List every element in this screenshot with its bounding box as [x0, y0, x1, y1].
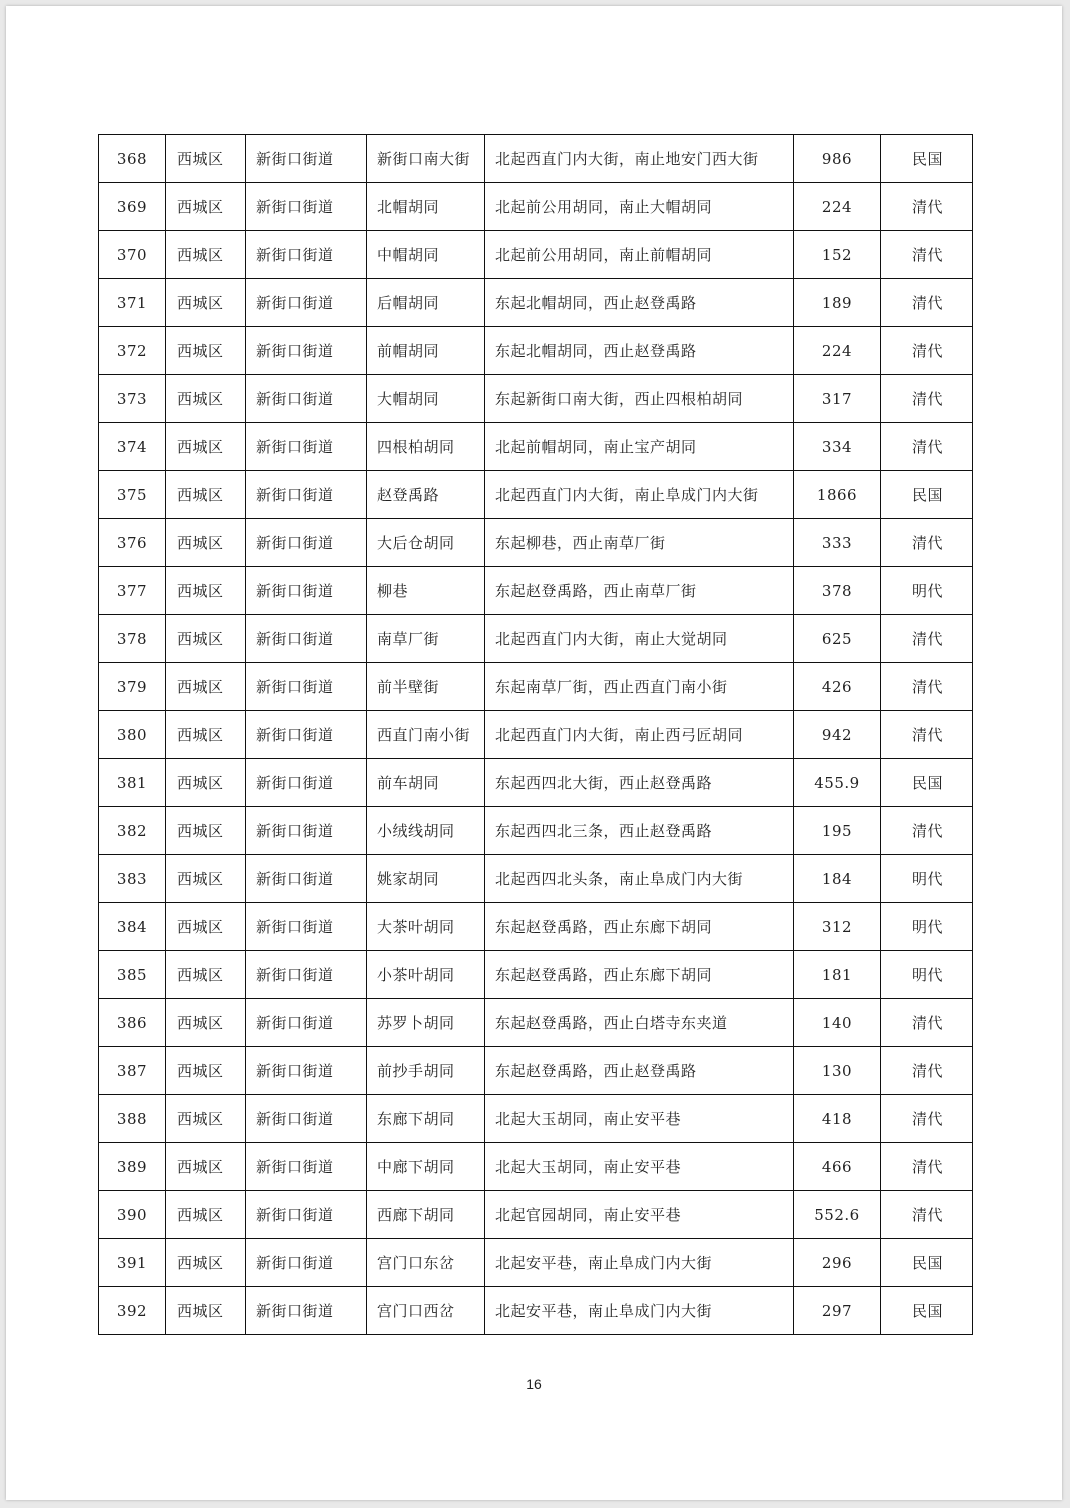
cell-start-end: 东起赵登禹路，西止白塔寺东夹道: [485, 999, 794, 1047]
cell-era: 清代: [881, 663, 973, 711]
cell-start-end: 东起北帽胡同，西止赵登禹路: [485, 279, 794, 327]
cell-number: 374: [99, 423, 166, 471]
cell-number: 378: [99, 615, 166, 663]
cell-road-name: 大后仓胡同: [367, 519, 485, 567]
cell-era: 清代: [881, 279, 973, 327]
cell-era: 民国: [881, 759, 973, 807]
cell-length: 189: [794, 279, 881, 327]
cell-road-name: 北帽胡同: [367, 183, 485, 231]
cell-era: 民国: [881, 1287, 973, 1335]
cell-district: 西城区: [166, 279, 246, 327]
table-row: [99, 1287, 973, 1335]
cell-number: 369: [99, 183, 166, 231]
cell-number: 385: [99, 951, 166, 999]
cell-start-end: 北起西直门内大街，南止阜成门内大街: [485, 471, 794, 519]
cell-district: 西城区: [166, 1047, 246, 1095]
cell-era: 明代: [881, 903, 973, 951]
cell-start-end: 北起安平巷，南止阜成门内大街: [485, 1239, 794, 1287]
cell-district: 西城区: [166, 1095, 246, 1143]
cell-road-name: 小绒线胡同: [367, 807, 485, 855]
cell-subdistrict: 新街口街道: [246, 1095, 367, 1143]
cell-length: 378: [794, 567, 881, 615]
cell-subdistrict: 新街口街道: [246, 1047, 367, 1095]
cell-road-name: 新街口南大街: [367, 135, 485, 183]
cell-era: 清代: [881, 1191, 973, 1239]
cell-length: 224: [794, 327, 881, 375]
cell-district: 西城区: [166, 327, 246, 375]
table-row: [99, 279, 973, 327]
cell-road-name: 西直门南小街: [367, 711, 485, 759]
cell-length: 418: [794, 1095, 881, 1143]
cell-era: 清代: [881, 1095, 973, 1143]
cell-subdistrict: 新街口街道: [246, 663, 367, 711]
table-row: [99, 1239, 973, 1287]
cell-length: 466: [794, 1143, 881, 1191]
cell-subdistrict: 新街口街道: [246, 135, 367, 183]
cell-era: 清代: [881, 519, 973, 567]
cell-number: 371: [99, 279, 166, 327]
cell-era: 清代: [881, 615, 973, 663]
cell-number: 382: [99, 807, 166, 855]
table-row: [99, 567, 973, 615]
cell-road-name: 前半壁街: [367, 663, 485, 711]
table-row: [99, 1143, 973, 1191]
cell-number: 386: [99, 999, 166, 1047]
cell-length: 1866: [794, 471, 881, 519]
cell-number: 390: [99, 1191, 166, 1239]
cell-subdistrict: 新街口街道: [246, 471, 367, 519]
cell-district: 西城区: [166, 135, 246, 183]
cell-length: 942: [794, 711, 881, 759]
cell-start-end: 北起安平巷，南止阜成门内大街: [485, 1287, 794, 1335]
page-number: 16: [526, 1376, 542, 1392]
cell-length: 181: [794, 951, 881, 999]
cell-start-end: 北起前帽胡同，南止宝产胡同: [485, 423, 794, 471]
cell-subdistrict: 新街口街道: [246, 1143, 367, 1191]
cell-length: 455.9: [794, 759, 881, 807]
cell-district: 西城区: [166, 471, 246, 519]
cell-subdistrict: 新街口街道: [246, 759, 367, 807]
cell-number: 377: [99, 567, 166, 615]
cell-road-name: 前抄手胡同: [367, 1047, 485, 1095]
cell-district: 西城区: [166, 375, 246, 423]
cell-length: 184: [794, 855, 881, 903]
cell-district: 西城区: [166, 1287, 246, 1335]
table-row: [99, 135, 973, 183]
cell-district: 西城区: [166, 567, 246, 615]
cell-start-end: 北起西直门内大街，南止大觉胡同: [485, 615, 794, 663]
cell-subdistrict: 新街口街道: [246, 567, 367, 615]
cell-road-name: 四根柏胡同: [367, 423, 485, 471]
table-row: [99, 1047, 973, 1095]
cell-road-name: 大茶叶胡同: [367, 903, 485, 951]
cell-length: 426: [794, 663, 881, 711]
cell-district: 西城区: [166, 807, 246, 855]
table-row: [99, 519, 973, 567]
cell-era: 民国: [881, 135, 973, 183]
cell-road-name: 东廊下胡同: [367, 1095, 485, 1143]
cell-subdistrict: 新街口街道: [246, 183, 367, 231]
cell-district: 西城区: [166, 711, 246, 759]
cell-length: 334: [794, 423, 881, 471]
cell-subdistrict: 新街口街道: [246, 855, 367, 903]
cell-length: 130: [794, 1047, 881, 1095]
cell-subdistrict: 新街口街道: [246, 903, 367, 951]
cell-road-name: 中帽胡同: [367, 231, 485, 279]
cell-number: 372: [99, 327, 166, 375]
cell-road-name: 中廊下胡同: [367, 1143, 485, 1191]
cell-era: 民国: [881, 471, 973, 519]
table-body: [99, 135, 973, 1335]
cell-district: 西城区: [166, 1143, 246, 1191]
cell-start-end: 北起西直门内大街，南止地安门西大街: [485, 135, 794, 183]
table-row: [99, 471, 973, 519]
cell-era: 清代: [881, 807, 973, 855]
cell-subdistrict: 新街口街道: [246, 1287, 367, 1335]
cell-length: 552.6: [794, 1191, 881, 1239]
table-row: [99, 711, 973, 759]
table-row: [99, 423, 973, 471]
cell-district: 西城区: [166, 1239, 246, 1287]
cell-start-end: 北起官园胡同，南止安平巷: [485, 1191, 794, 1239]
cell-number: 392: [99, 1287, 166, 1335]
cell-number: 381: [99, 759, 166, 807]
table-row: [99, 1191, 973, 1239]
road-list-table: [98, 134, 973, 1335]
cell-road-name: 赵登禹路: [367, 471, 485, 519]
cell-district: 西城区: [166, 759, 246, 807]
cell-number: 368: [99, 135, 166, 183]
cell-era: 民国: [881, 1239, 973, 1287]
table-row: [99, 759, 973, 807]
cell-era: 明代: [881, 855, 973, 903]
table-row: [99, 183, 973, 231]
cell-number: 370: [99, 231, 166, 279]
cell-start-end: 东起赵登禹路，西止赵登禹路: [485, 1047, 794, 1095]
cell-number: 376: [99, 519, 166, 567]
cell-start-end: 东起北帽胡同，西止赵登禹路: [485, 327, 794, 375]
cell-road-name: 后帽胡同: [367, 279, 485, 327]
cell-era: 明代: [881, 951, 973, 999]
cell-road-name: 宫门口西岔: [367, 1287, 485, 1335]
cell-subdistrict: 新街口街道: [246, 375, 367, 423]
cell-district: 西城区: [166, 903, 246, 951]
cell-length: 625: [794, 615, 881, 663]
cell-district: 西城区: [166, 519, 246, 567]
table-row: [99, 951, 973, 999]
cell-start-end: 东起赵登禹路，西止东廊下胡同: [485, 951, 794, 999]
table-row: [99, 903, 973, 951]
cell-number: 383: [99, 855, 166, 903]
cell-subdistrict: 新街口街道: [246, 279, 367, 327]
cell-length: 297: [794, 1287, 881, 1335]
cell-subdistrict: 新街口街道: [246, 423, 367, 471]
document-page: [6, 6, 1062, 1500]
cell-number: 388: [99, 1095, 166, 1143]
cell-era: 清代: [881, 1143, 973, 1191]
table-row: [99, 999, 973, 1047]
table-row: [99, 1095, 973, 1143]
cell-number: 375: [99, 471, 166, 519]
cell-length: 317: [794, 375, 881, 423]
cell-start-end: 东起新街口南大街，西止四根柏胡同: [485, 375, 794, 423]
cell-subdistrict: 新街口街道: [246, 807, 367, 855]
cell-road-name: 小茶叶胡同: [367, 951, 485, 999]
cell-district: 西城区: [166, 999, 246, 1047]
table-row: [99, 375, 973, 423]
cell-era: 清代: [881, 231, 973, 279]
cell-start-end: 东起柳巷，西止南草厂街: [485, 519, 794, 567]
cell-road-name: 姚家胡同: [367, 855, 485, 903]
cell-number: 391: [99, 1239, 166, 1287]
cell-road-name: 南草厂街: [367, 615, 485, 663]
cell-subdistrict: 新街口街道: [246, 1239, 367, 1287]
cell-start-end: 北起前公用胡同，南止大帽胡同: [485, 183, 794, 231]
cell-road-name: 苏罗卜胡同: [367, 999, 485, 1047]
cell-district: 西城区: [166, 615, 246, 663]
cell-start-end: 东起赵登禹路，西止东廊下胡同: [485, 903, 794, 951]
table-row: [99, 855, 973, 903]
cell-start-end: 东起赵登禹路，西止南草厂街: [485, 567, 794, 615]
cell-length: 333: [794, 519, 881, 567]
cell-era: 清代: [881, 711, 973, 759]
cell-road-name: 大帽胡同: [367, 375, 485, 423]
cell-road-name: 柳巷: [367, 567, 485, 615]
cell-district: 西城区: [166, 183, 246, 231]
cell-number: 387: [99, 1047, 166, 1095]
cell-era: 清代: [881, 999, 973, 1047]
cell-number: 373: [99, 375, 166, 423]
cell-start-end: 东起南草厂街，西止西直门南小街: [485, 663, 794, 711]
cell-era: 清代: [881, 375, 973, 423]
cell-road-name: 西廊下胡同: [367, 1191, 485, 1239]
cell-era: 清代: [881, 1047, 973, 1095]
table-row: [99, 327, 973, 375]
table-row: [99, 807, 973, 855]
cell-length: 296: [794, 1239, 881, 1287]
cell-subdistrict: 新街口街道: [246, 519, 367, 567]
cell-road-name: 宫门口东岔: [367, 1239, 485, 1287]
cell-district: 西城区: [166, 951, 246, 999]
cell-era: 明代: [881, 567, 973, 615]
cell-subdistrict: 新街口街道: [246, 999, 367, 1047]
cell-length: 195: [794, 807, 881, 855]
cell-start-end: 北起西直门内大街，南止西弓匠胡同: [485, 711, 794, 759]
cell-start-end: 东起西四北三条，西止赵登禹路: [485, 807, 794, 855]
table-row: [99, 231, 973, 279]
cell-start-end: 北起大玉胡同，南止安平巷: [485, 1095, 794, 1143]
cell-start-end: 东起西四北大街，西止赵登禹路: [485, 759, 794, 807]
cell-number: 380: [99, 711, 166, 759]
cell-subdistrict: 新街口街道: [246, 1191, 367, 1239]
cell-number: 379: [99, 663, 166, 711]
cell-subdistrict: 新街口街道: [246, 327, 367, 375]
cell-district: 西城区: [166, 1191, 246, 1239]
table-row: [99, 615, 973, 663]
cell-start-end: 北起西四北头条，南止阜成门内大街: [485, 855, 794, 903]
cell-district: 西城区: [166, 423, 246, 471]
table-row: [99, 663, 973, 711]
cell-district: 西城区: [166, 855, 246, 903]
cell-length: 312: [794, 903, 881, 951]
cell-number: 384: [99, 903, 166, 951]
cell-era: 清代: [881, 183, 973, 231]
cell-district: 西城区: [166, 231, 246, 279]
cell-start-end: 北起大玉胡同，南止安平巷: [485, 1143, 794, 1191]
cell-length: 140: [794, 999, 881, 1047]
cell-length: 152: [794, 231, 881, 279]
cell-era: 清代: [881, 327, 973, 375]
cell-number: 389: [99, 1143, 166, 1191]
cell-district: 西城区: [166, 663, 246, 711]
cell-subdistrict: 新街口街道: [246, 951, 367, 999]
cell-subdistrict: 新街口街道: [246, 231, 367, 279]
cell-start-end: 北起前公用胡同，南止前帽胡同: [485, 231, 794, 279]
cell-road-name: 前车胡同: [367, 759, 485, 807]
cell-era: 清代: [881, 423, 973, 471]
cell-subdistrict: 新街口街道: [246, 615, 367, 663]
cell-length: 986: [794, 135, 881, 183]
cell-subdistrict: 新街口街道: [246, 711, 367, 759]
cell-road-name: 前帽胡同: [367, 327, 485, 375]
cell-length: 224: [794, 183, 881, 231]
